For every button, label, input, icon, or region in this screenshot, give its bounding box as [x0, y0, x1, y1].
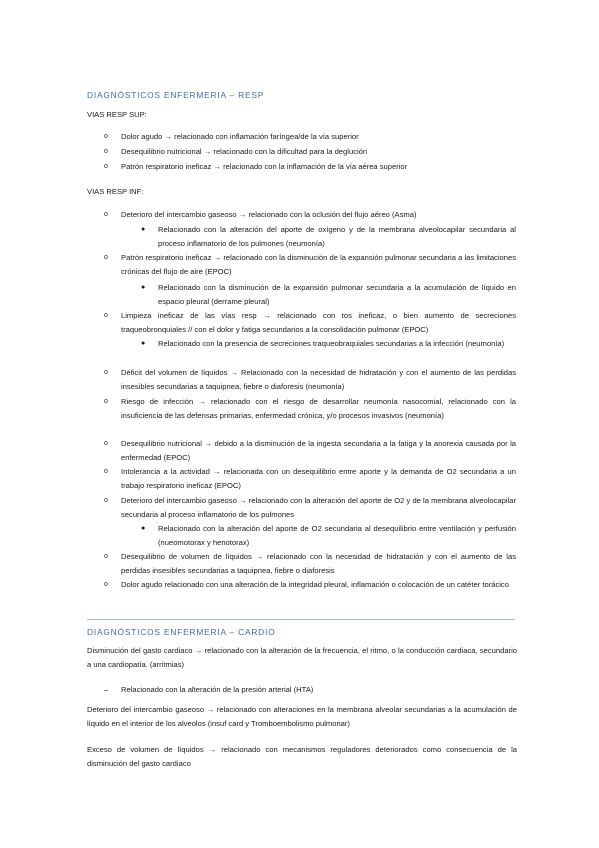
dash-bullet-icon: –: [104, 685, 109, 694]
open-circle-bullet-icon: o: [104, 440, 108, 447]
section-divider: [87, 619, 515, 620]
open-circle-bullet-icon: o: [104, 312, 108, 319]
paragraph: Disminución del gasto cardiaco → relacionado con la alteración de la frecuencia, el ritmo, o la conducción cardiaca, secundario a una cardiopatía. (arritmias): [87, 646, 517, 670]
open-circle-bullet-icon: o: [104, 254, 108, 261]
open-circle-bullet-icon: o: [104, 553, 108, 560]
open-circle-bullet-icon: o: [104, 497, 108, 504]
filled-dot-bullet-icon: ●: [141, 284, 146, 291]
open-circle-bullet-icon: o: [104, 211, 108, 218]
open-circle-bullet-icon: o: [104, 398, 108, 405]
filled-dot-bullet-icon: ●: [141, 340, 146, 347]
filled-dot-bullet-icon: ●: [141, 226, 146, 233]
open-circle-bullet-icon: o: [104, 163, 108, 170]
open-circle-bullet-icon: o: [104, 581, 108, 588]
filled-dot-bullet-icon: ●: [141, 525, 146, 532]
paragraph: Exceso de volumen de líquidos → relacionado con mecanismos reguladores deteriorados como consecuencia de la disminución del gasto cardiaco: [87, 745, 517, 769]
section-heading-cardio: DIAGNÓSTICOS ENFERMERIA – CARDIO: [87, 627, 276, 637]
label-vias-resp-sup: VIAS RESP SUP:: [87, 110, 147, 119]
section-heading-resp: DIAGNÓSTICOS ENFERMERIA – RESP: [87, 90, 265, 100]
open-circle-bullet-icon: o: [104, 148, 108, 155]
document-page: DIAGNÓSTICOS ENFERMERIA – RESP VIAS RESP SUP: o Dolor agudo → relacionado con inflamación faríngea/de la vía superior o Desequilibrio nutricional → relacionado con la dificultad para la deglución o Patrón respiratorio ineficaz → relacionado con la inflamación de la vía aérea superior VIAS RESP INF: o Deterioro del intercambio gaseoso → relacionado con la oclusión del flujo aéreo (Asma) ● Relacionado con la alteración del aporte de oxígeno y de la membrana alveolocapilar secundaria al proceso inflamatorio de los pulmones (neumonía) o Patrón respiratorio ineficaz → relacionado con la disminución de la expansión pulmonar secundaria a las limitaciones crónicas del flujo de aire (EPOC) ● Relacionado con la disminución de la expansión pulmonar secundaria a la acumulación de líquido en espacio pleural (derrame pleural) o Limpieza ineficaz de las vías resp → relacionado con tos ineficaz, o bien aumento de secreciones traqueobronquiales // con el dolor y fatiga secundarios a la consolidación pulmonar (EPOC) ● Relacionado con la presencia de secreciones traqueobraquiales secundarias a la infección (neumonía) o Déficit del volumen de líquidos → Relacionado con la necesidad de hidratación y con el aumento de las perdidas insesibles secundarias a taquipnea, fiebre o diaforesis (neumonía) o Riesgo de infección → relacionado con el riesgo de desarrollar neumonía nasocomial, relacionado con la insuficiencia de las defensas primarias, enfermedad crónica, y/o procesos invasivos (neumonía) o Desequilibrio nutricional → debido a la disminución de la ingesta secundaria a la fatiga y la anorexia causada por la enfermedad (EPOC) o Intolerancia a la actividad → relacionada con un desequilibrio entre aporte y la demanda de O2 secundaria a un trabajo respiratorio ineficaz (EPOC) o Deterioro del intercambio gaseoso → relacionado con la alteración del aporte de O2 y de la membrana alveolocapilar secundaria al proceso inflamatorio de los pulmones ● Relacionado con la alteración del aporte de O2 secundaria al desequilibrio entre ventilación y perfusión (nueomotorax y henotorax) o Desequilibrio de volumen de líquidos → relacionado con la necesidad de hidratación y con el aumento de las perdidas insesibles secundarias a taquipnea, fiebre o diaforesis o Dolor agudo relacionado con una alteración de la integridad pleural, inflamación o colocación de un catéter torácico DIAGNÓSTICOS ENFERMERIA – CARDIO Disminución del gasto cardiaco → relacionado con la alteración de la frecuencia, el ritmo, o la conducción cardiaca, secundario a una cardiopatía. (arritmias) – Relacionado con la alteración de la presión arterial (HTA) Deterioro del intercambio gaseoso → relacionado con alteraciones en la membrana alveolar secundarias a la acumulación de líquido en el interior de los alveolos (insuf card y Tromboembolismo pulmonar) Exceso de volumen de líquidos → relacionado con mecanismos reguladores deteriorados como consecuencia de la disminución del gasto cardiaco: [0, 0, 599, 848]
label-vias-resp-inf: VIAS RESP INF:: [87, 187, 144, 196]
open-circle-bullet-icon: o: [104, 468, 108, 475]
open-circle-bullet-icon: o: [104, 133, 108, 140]
open-circle-bullet-icon: o: [104, 369, 108, 376]
paragraph: Deterioro del intercambio gaseoso → relacionado con alteraciones en la membrana alveolar secundarias a la acumulación de líquido en el interior de los alveolos (insuf card y Tromboembolismo pulmonar): [87, 705, 517, 729]
